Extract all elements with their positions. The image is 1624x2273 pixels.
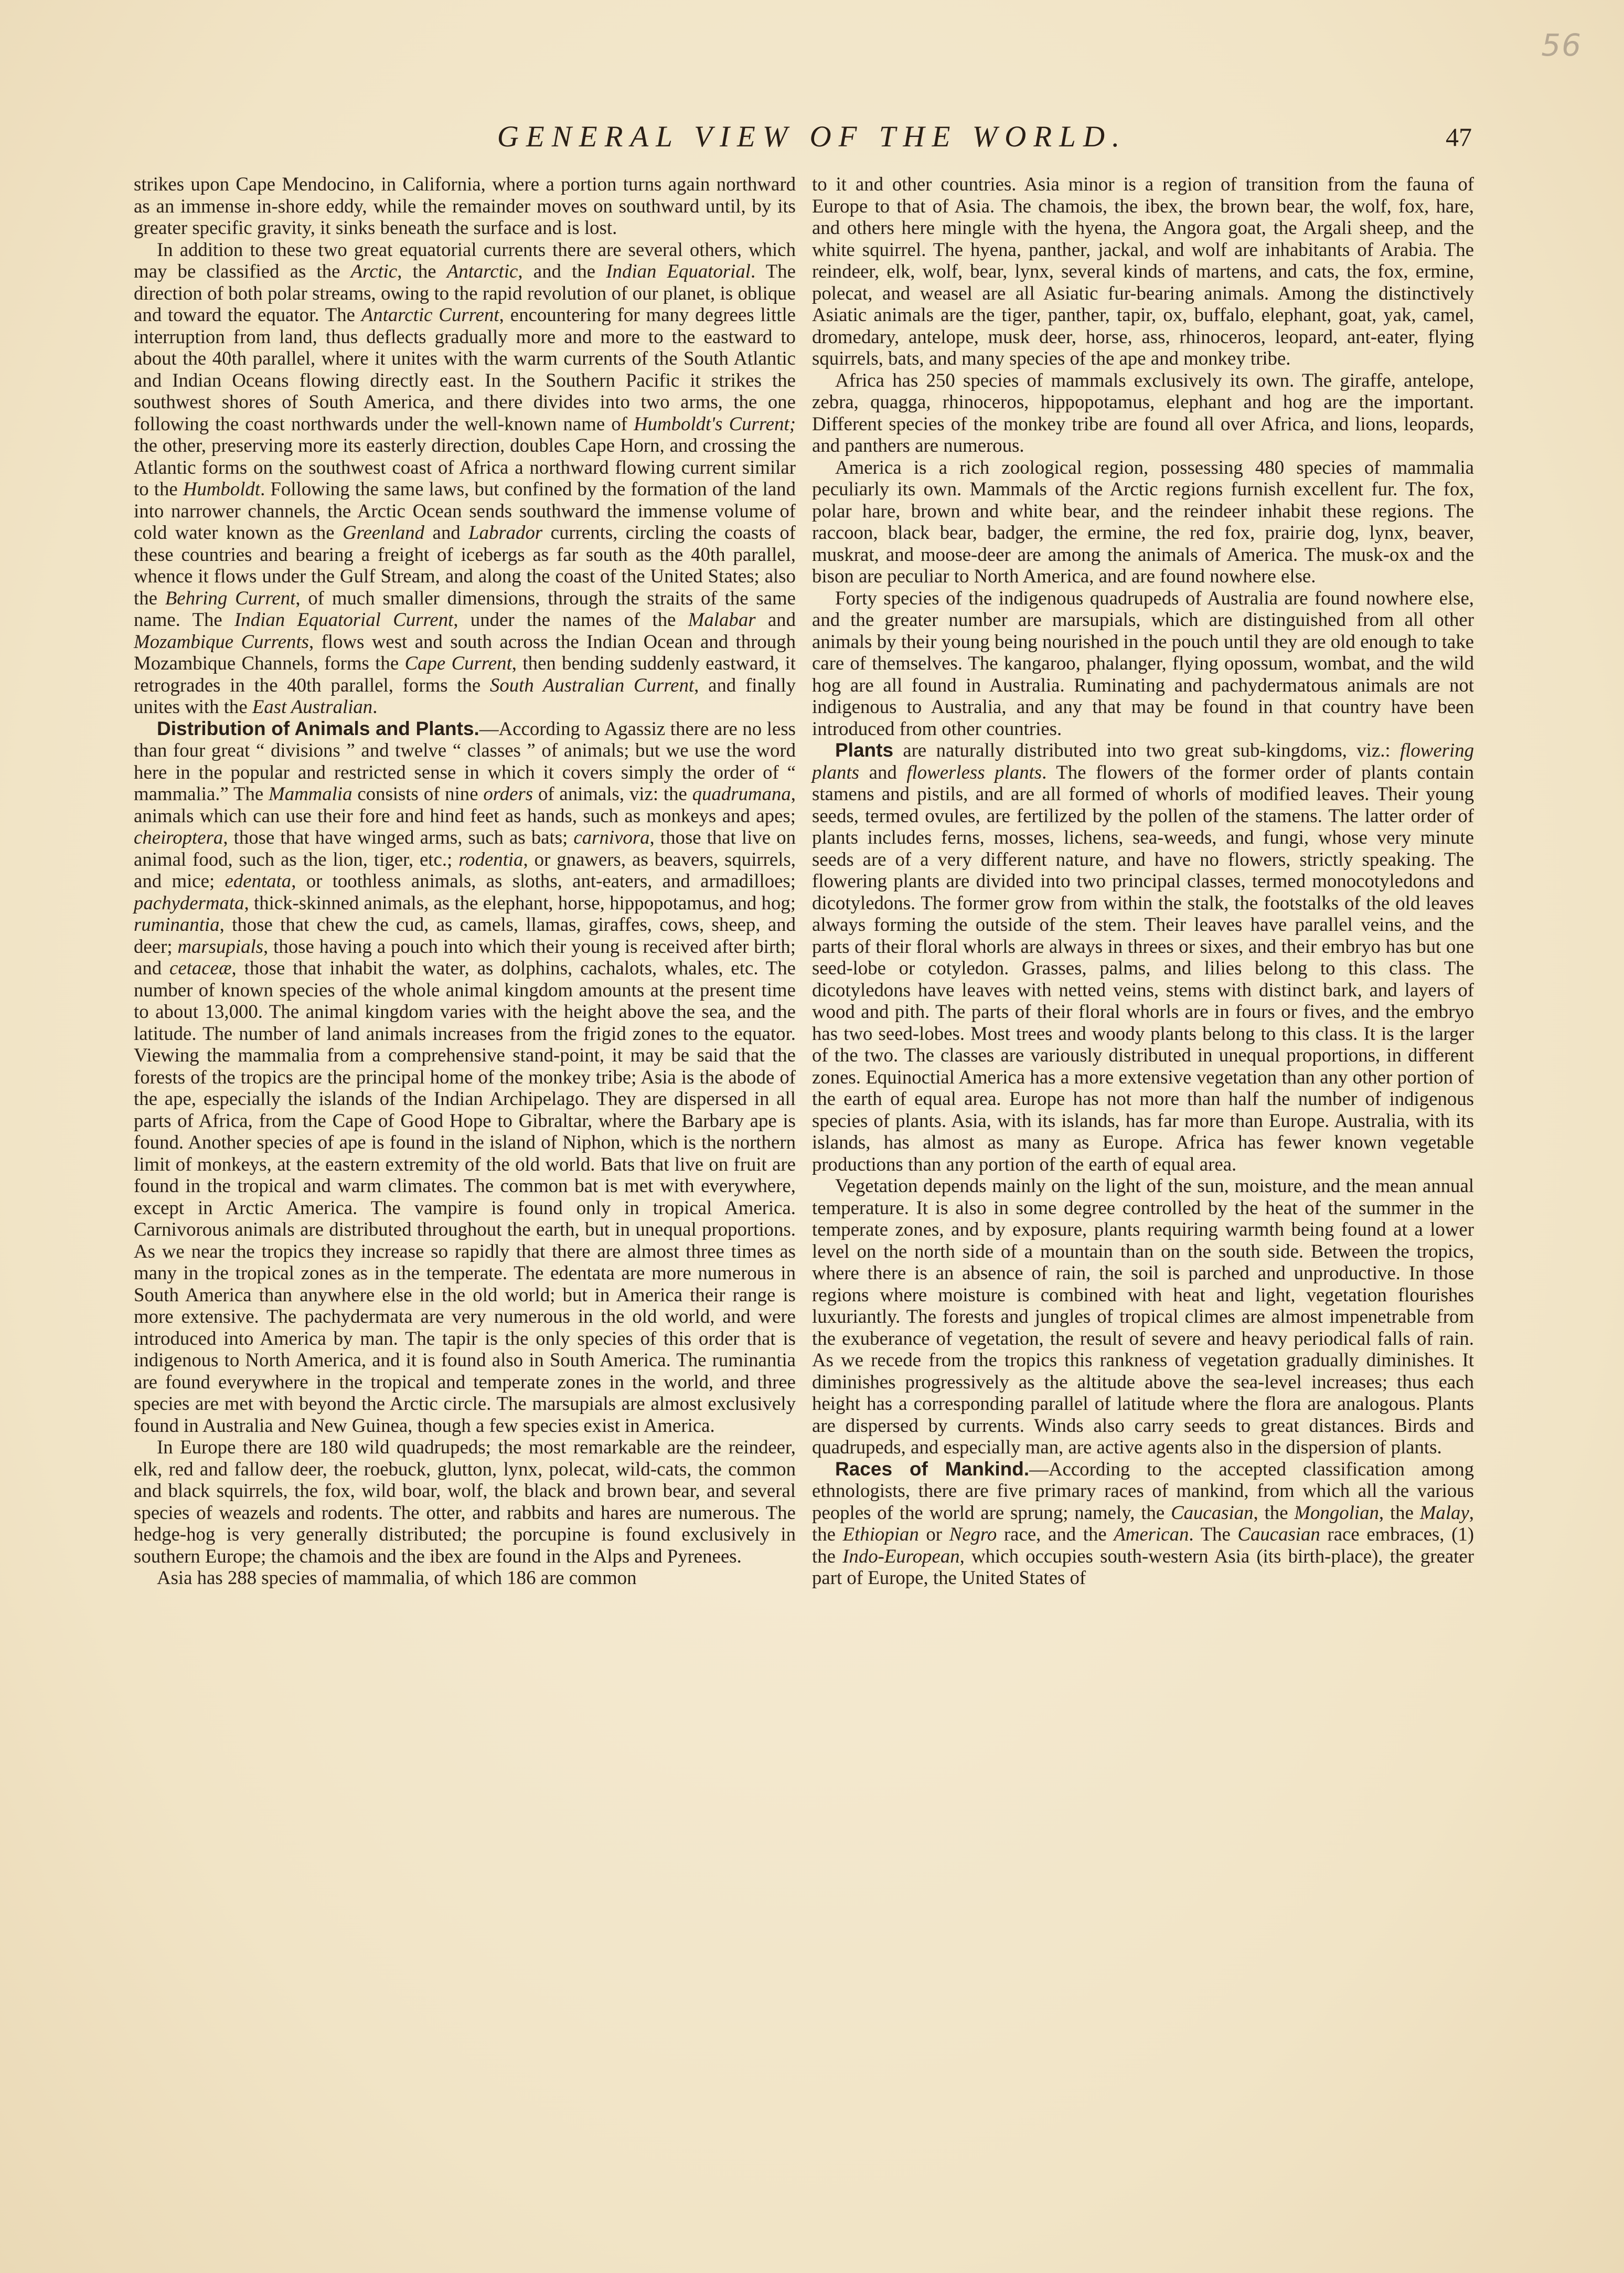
right-paragraph-africa: Africa has 250 species of mammals exclusively its own. The giraffe, antelope, zebra, quagga, rhinoceros, hippopotamus, elephant and hog are the important. Different species of the monkey tribe are found all over Africa, and lions, leopards, and panthers are numerous. xyxy=(812,369,1474,456)
left-column xyxy=(134,173,796,1589)
right-paragraph-vegetation: Vegetation depends mainly on the light of the sun, moisture, and the mean annual temperature. It is also in some degree controlled by the heat of the summer in the temperate zones, and by exposure, plants requiring warmth being found at a lower level on the north side of a mountain than on the south side. Between the tropics, where there is an absence of rain, the soil is parched and unproductive. In those regions where moisture is combined with heat and light, vegetation flourishes luxuriantly. The forests and jungles of tropical climes are almost impenetrable from the exuberance of vegetation, the result of severe and heavy periodical falls of rain. As we recede from the tropics this rankness of vegetation gradually diminishes. It diminishes progressively as the altitude above the sea-level increases; thus each height has a corresponding parallel of latitude where the flora are analogous. Plants are dispersed by currents. Winds also carry seeds to great distances. Birds and quadrupeds, and especially man, are active agents also in the dispersion of plants. xyxy=(812,1175,1474,1458)
left-paragraph-currents: In addition to these two great equatorial currents there are several others, which may be classified as the Arctic, the Antarctic, and the Indian Equatorial. The direction of both polar streams, owing to the rapid revolution of our planet, is oblique and toward the equator. The Antarctic Current, encountering for many degrees little interruption from land, thus deflects gradually more and more to the eastward to about the 40th parallel, where it unites with the warm currents of the South Atlantic and Indian Oceans flowing directly east. In the Southern Pacific it strikes the southwest shores of South America, and there divides into two arms, the one following the coast northwards under the well-known name of Humboldt's Current; the other, preserving more its easterly direction, doubles Cape Horn, and crossing the Atlantic forms on the southwest coast of Africa a northward flowing current similar to the Humboldt. Following the same laws, but confined by the formation of the land into narrower channels, the Arctic Ocean sends southward the immense volume of cold water known as the Greenland and Labrador currents, circling the coasts of these countries and bearing a freight of icebergs as far south as the 40th parallel, whence it flows under the Gulf Stream, and along the coast of the United States; also the Behring Current, of much smaller dimensions, through the straits of the same name. The Indian Equatorial Current, under the names of the Malabar and Mozambique Currents, flows west and south across the Indian Ocean and through Mozambique Channels, forms the Cape Current, then bending suddenly eastward, it retrogrades in the 40th parallel, forms the South Australian Current, and finally unites with the East Australian. xyxy=(134,238,796,717)
right-paragraph-america: America is a rich zoological region, possessing 480 species of mammalia peculiarly its own. Mammals of the Arctic regions furnish excellent fur. The fox, polar hare, brown and white bear, and the reindeer inhabit these regions. The raccoon, black bear, badger, the ermine, the red fox, prairie dog, lynx, beaver, muskrat, and moose-deer are among the animals of America. The musk-ox and the bison are peculiar to North America, and are found nowhere else. xyxy=(812,456,1474,587)
left-paragraph-asia: Asia has 288 species of mammalia, of which 186 are common xyxy=(157,1567,637,1588)
section-heading-animals-plants: Distribution of Animals and Plants. xyxy=(157,717,479,739)
pencil-folio-note: 56 xyxy=(1541,27,1582,63)
left-paragraph-1: strikes upon Cape Mendocino, in California, where a portion turns again northward as an immense in-shore eddy, while the remainder moves on southward until, by its greater specific gravity, it sinks beneath the surface and is lost. xyxy=(134,173,796,238)
left-paragraph-animals: Distribution of Animals and Plants.—According to Agassiz there are no less than four great “ divisions ” and twelve “ classes ” of animals; but we use the word here in the popular and restricted sense in which it covers simply the order of “ mammalia.” The Mammalia consists of nine orders of animals, viz: the quadrumana, animals which can use their fore and hind feet as hands, such as monkeys and apes; cheiroptera, those that have winged arms, such as bats; carnivora, those that live on animal food, such as the lion, tiger, etc.; rodentia, or gnawers, as beavers, squirrels, and mice; edentata, or toothless animals, as sloths, ant-eaters, and armadilloes; pachydermata, thick-skinned animals, as the elephant, horse, hippopotamus, and hog; ruminantia, those that chew the cud, as camels, llamas, giraffes, cows, sheep, and deer; marsupials, those having a pouch into which their young is received after birth; and cetaceæ, those that inhabit the water, as dolphins, cachalots, whales, etc. The number of known species of the whole animal kingdom amounts at the present time to about 13,000. The animal kingdom varies with the height above the sea, and the latitude. The number of land animals increases from the frigid zones to the equator. Viewing the mammalia from a comprehensive stand-point, it may be said that the forests of the tropics are the principal home of the monkey tribe; Asia is the abode of the ape, especially the islands of the Indian Archipelago. They are dispersed in all parts of Africa, from the Cape of Good Hope to Gibraltar, where the Barbary ape is found. Another species of ape is found in the island of Niphon, which is the northern limit of monkeys, at the eastern extremity of the old world. Bats that live on fruit are found in the tropical and warm climates. The common bat is met with everywhere, except in Arctic America. The vampire is found only in tropical America. Carnivorous animals are distributed throughout the earth, but in unequal proportions. As we near the tropics they increase so rapidly that there are almost three times as many in the tropical zones as in the temperate. The edentata are more numerous in South America than anywhere else in the old world; but in America their range is more extensive. The pachydermata are very numerous in the old world, and were introduced into America by man. The tapir is the only species of this order that is indigenous to North America, and it is found also in South America. The ruminantia are found everywhere in the tropical and temperate zones in the world, and three species are met with beyond the Arctic circle. The marsupials are almost exclusively found in Australia and New Guinea, though a few species exist in America. xyxy=(134,717,796,1436)
section-heading-plants: Plants xyxy=(835,739,894,761)
right-paragraph-plants: Plants are naturally distributed into two great sub-kingdoms, viz.: flowering plants and flowerless plants. The flowers of the former order of plants contain stamens and pistils, and are all formed of whorls of modified leaves. Their young seeds, termed ovules, are fertilized by the pollen of the stamens. The latter order of plants includes ferns, mosses, lichens, sea-weeds, and fungi, whose very minute seeds are of a very different nature, and have no flowers, strictly speaking. The flowering plants are divided into two principal classes, termed monocotyledons and dicotyledons. The former grow from within the stalk, the footstalks of the old leaves always forming the outside of the stem. Their leaves have parallel veins, and the parts of their floral whorls are always in threes or sixes, and their embryo has but one seed-lobe or cotyledon. Grasses, palms, and lilies belong to this class. The dicotyledons have leaves with netted veins, stems with distinct bark, and layers of wood and pith. The parts of their floral whorls are in fours or fives, and the embryo has two seed-lobes. Most trees and woody plants belong to this class. It is the larger of the two. The classes are variously distributed in unequal proportions, in different zones. Equinoctial America has a more extensive vegetation than any other portion of the earth of equal area. Europe has not more than half the number of indigenous species of plants. Asia, with its islands, has far more than Europe. Australia, with its islands, has almost as many as Europe. Africa has fewer known vegetable productions than any portion of the earth of equal area. xyxy=(812,739,1474,1175)
right-paragraph-australia: Forty species of the indigenous quadrupeds of Australia are found nowhere else, and the greater number are marsupials, which are distinguished from all other animals by their young being nourished in the pouch until they are old enough to take care of themselves. The kangaroo, phalanger, flying opossum, wombat, and the wild hog are all found in Australia. Ruminating and pachydermatous animals are not indigenous to Australia, and any that may be found in that country have been introduced from other countries. xyxy=(812,587,1474,739)
page-number: 47 xyxy=(1446,122,1472,152)
running-head xyxy=(131,120,1493,162)
left-paragraph-europe: In Europe there are 180 wild quadrupeds; the most remarkable are the reindeer, elk, red and fallow deer, the roebuck, glutton, lynx, polecat, wild-cats, the common and black squirrels, the fox, wild boar, wolf, the black and brown bear, and several species of weazels and rodents. The otter, and rabbits and hares are numerous. The hedge-hog is very generally distributed; the porcupine is found exclusively in southern Europe; the chamois and the ibex are found in the Alps and Pyrenees. xyxy=(134,1436,796,1567)
right-paragraph-races: Races of Mankind.—According to the accepted classification among ethnologists, there are five primary races of mankind, from which all the various peoples of the world are sprung; namely, the Caucasian, the Mongolian, the Malay, the Ethiopian or Negro race, and the American. The Caucasian race embraces, (1) the Indo-European, which occupies south-western Asia (its birth-place), the greater part of Europe, the United States of xyxy=(812,1458,1474,1588)
right-column xyxy=(812,173,1474,1589)
right-paragraph-asia-cont: to it and other countries. Asia minor is a region of transition from the fauna of Europe to that of Asia. The chamois, the ibex, the brown bear, the wolf, fox, hare, and others here mingle with the hyena, the Angora goat, the Argali sheep, and the white squirrel. The hyena, panther, jackal, and wolf are inhabitants of Arabia. The reindeer, elk, wolf, bear, lynx, several kinds of martens, and cats, the fox, ermine, polecat, and weasel are all Asiatic fur-bearing animals. Among the distinctively Asiatic animals are the tiger, panther, tapir, ox, buffalo, elephant, goat, yak, camel, dromedary, antelope, musk deer, horse, ass, rhinoceros, leopard, ant-eater, flying squirrels, bats, and many species of the ape and monkey tribe. xyxy=(812,173,1474,369)
running-title: GENERAL VIEW OF THE WORLD. xyxy=(497,120,1127,153)
section-heading-races: Races of Mankind. xyxy=(835,1458,1030,1480)
